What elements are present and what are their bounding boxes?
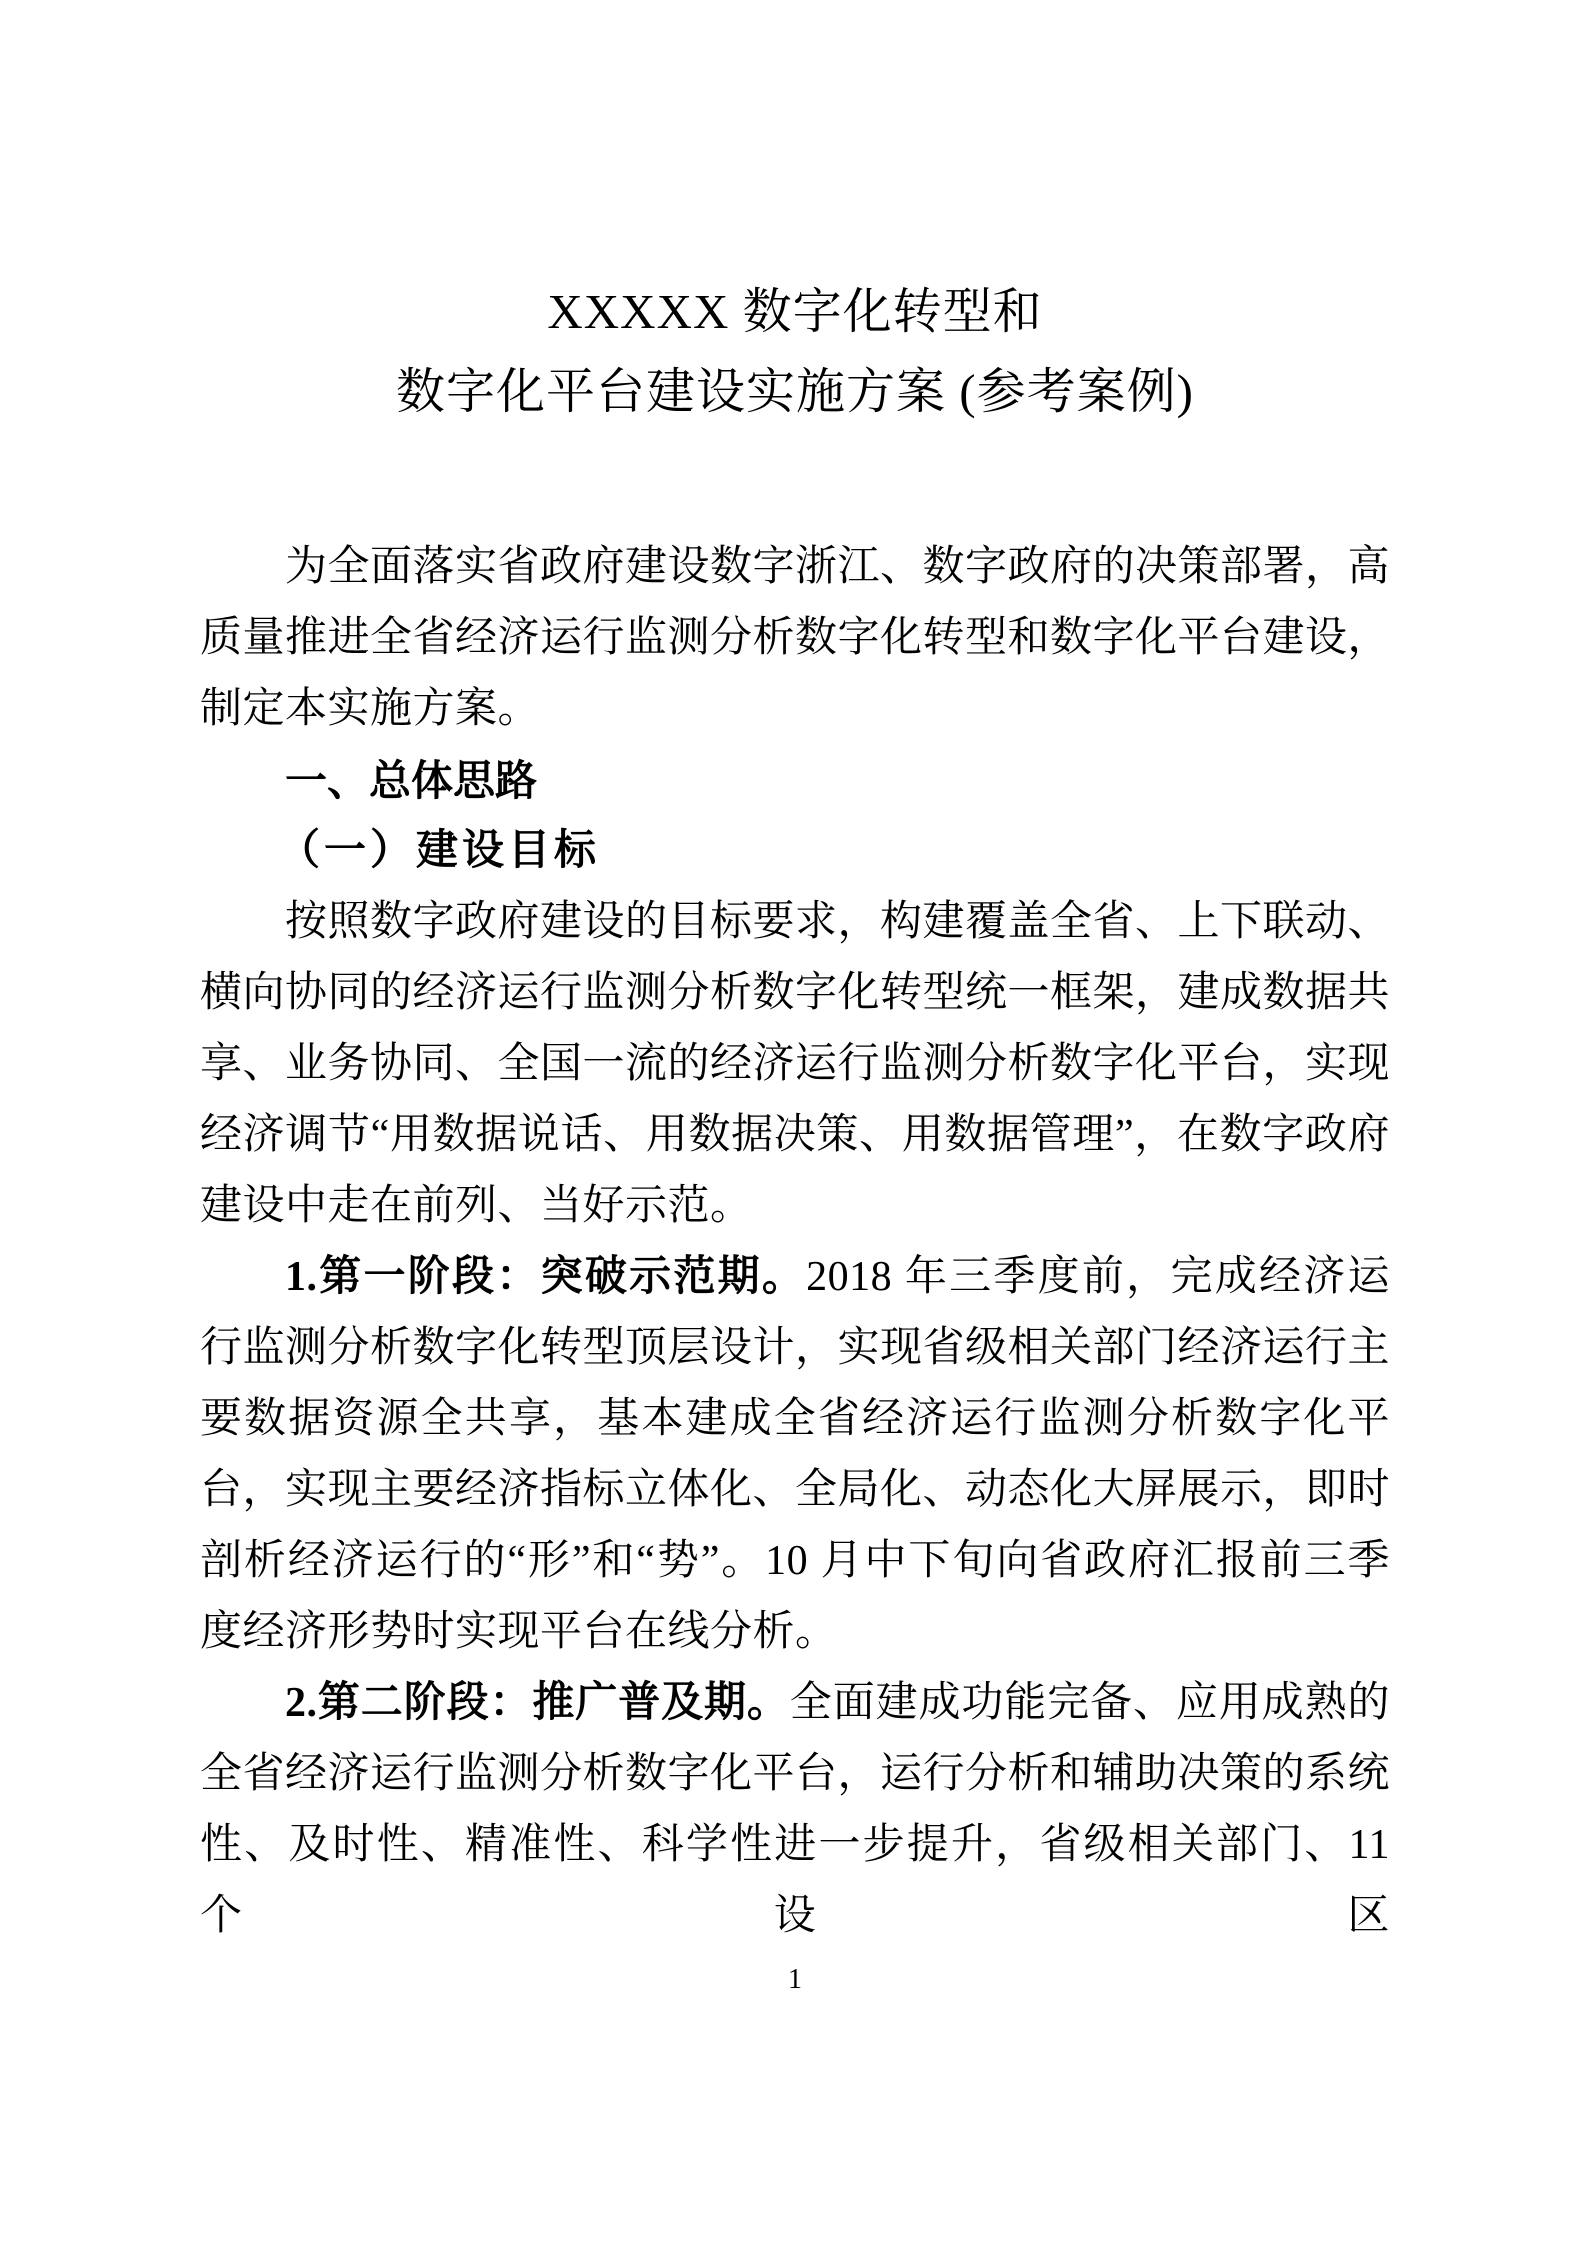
paragraph-stage-1 <box>200 1242 1390 1668</box>
subsection-heading-construction-goals: （一）建设目标 <box>278 828 601 874</box>
paragraph-intro: 为全面落实省政府建设数字浙江、数字政府的决策部署，高质量推进全省经济运行监测分析数字化转型和数字化平台建设，制定本实施方案。 <box>200 544 1391 732</box>
document-title-line-1: XXXXX 数字化转型和 <box>547 284 1043 339</box>
stage-2-text: 全面建成功能完备、应用成熟的全省经济运行监测分析数字化平台，运行分析和辅助决策的系统性、及时性、精准性、科学性进一步提升，省级相关部门、11 个设区 <box>200 1680 1391 1939</box>
document-title-line-2: 数字化平台建设实施方案 (参考案例) <box>396 364 1194 419</box>
page-number: 1 <box>788 1964 802 1995</box>
stage-1-lead: 1.第一阶段：突破示范期。 <box>285 1254 807 1300</box>
document-title <box>200 272 1390 432</box>
paragraph-stage-2 <box>200 1668 1390 1952</box>
paragraph-goal: 按照数字政府建设的目标要求，构建覆盖全省、上下联动、横向协同的经济运行监测分析数字化转型统一框架，建成数据共享、业务协同、全国一流的经济运行监测分析数字化平台，实现经济调节“用数据说话、用数据决策、用数据管理”，在数字政府建设中走在前列、当好示范。 <box>200 899 1391 1229</box>
stage-1-text: 2018 年三季度前，完成经济运行监测分析数字化转型顶层设计，实现省级相关部门经济运行主要数据资源全共享，基本建成全省经济运行监测分析数字化平台，实现主要经济指标立体化、全局化、动态化大屏展示，即时剖析经济运行的“形”和“势”。10 月中下旬向省政府汇报前三季度经济形势时实现平台在线分析。 <box>200 1254 1391 1655</box>
stage-2-lead: 2.第二阶段：推广普及期。 <box>285 1680 790 1726</box>
section-heading-overall-approach: 一、总体思路 <box>285 757 538 804</box>
